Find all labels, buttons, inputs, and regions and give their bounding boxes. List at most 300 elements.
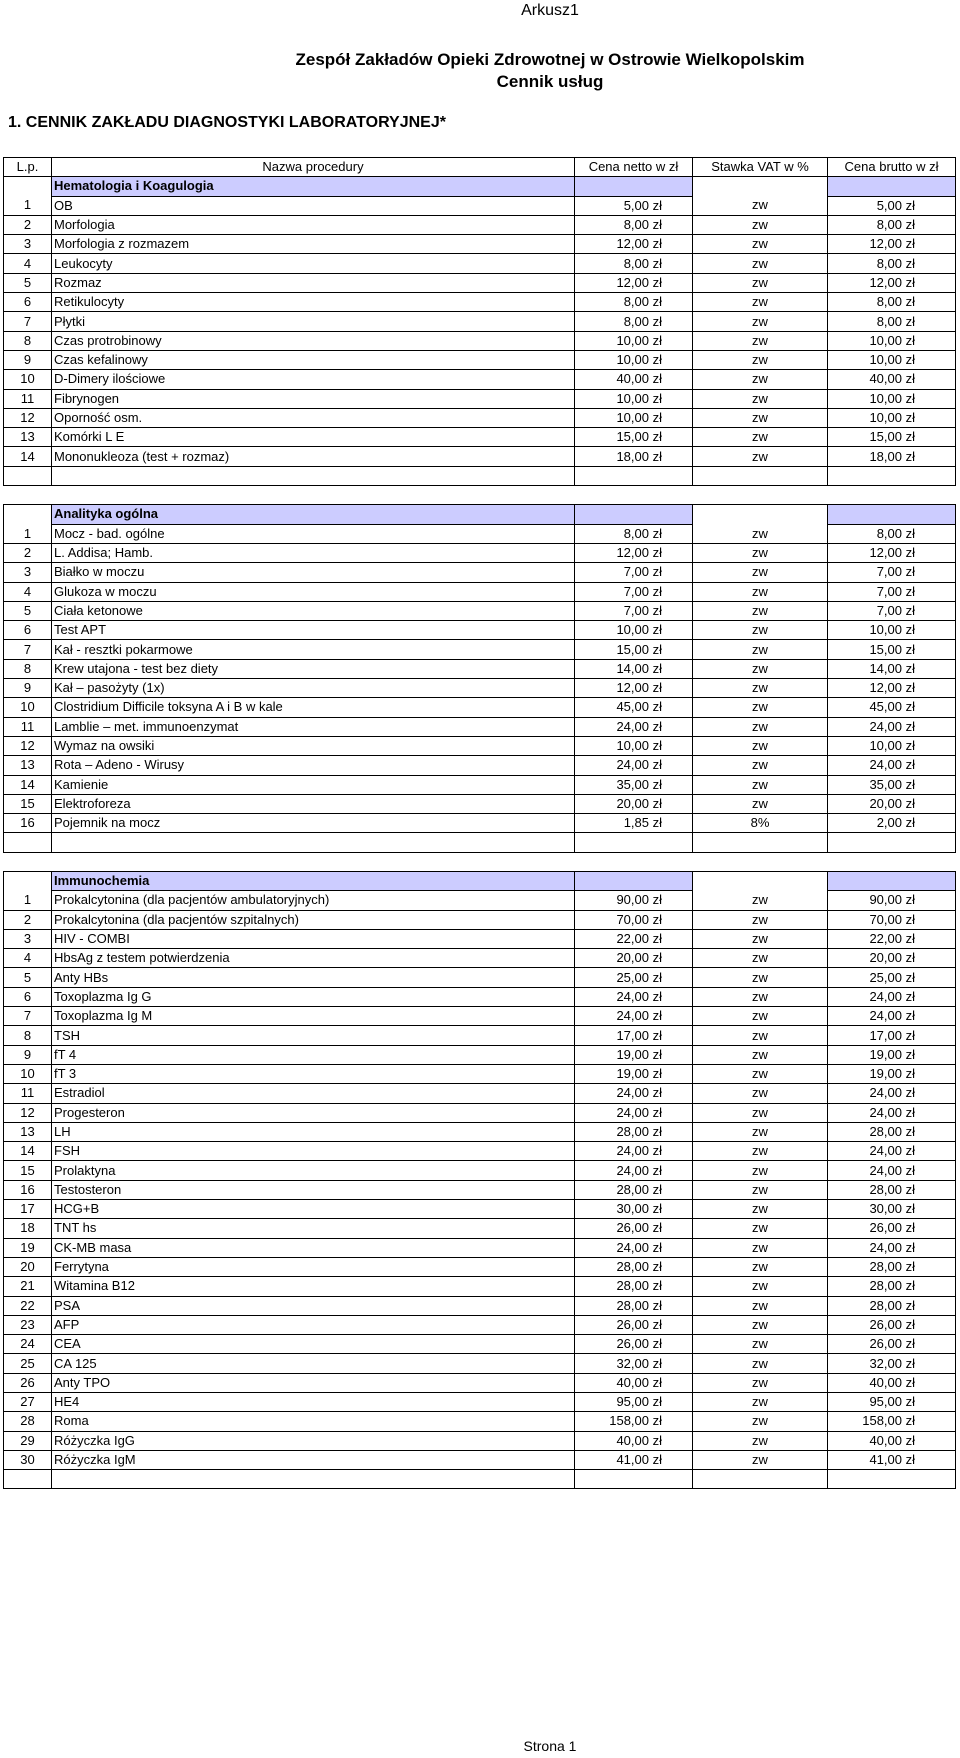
vat-rate: zw xyxy=(693,640,828,659)
net-price: 24,00 zł xyxy=(575,717,693,736)
vat-rate: zw xyxy=(693,389,828,408)
row-number: 26 xyxy=(4,1373,52,1392)
gross-price: 24,00 zł xyxy=(828,1103,956,1122)
gross-price: 40,00 zł xyxy=(828,1373,956,1392)
gross-price: 10,00 zł xyxy=(828,331,956,350)
net-price: 15,00 zł xyxy=(575,640,693,659)
procedure-name: fT 3 xyxy=(52,1064,575,1083)
procedure-name: TNT hs xyxy=(52,1219,575,1238)
procedure-name: AFP xyxy=(52,1315,575,1334)
net-price: 24,00 zł xyxy=(575,1142,693,1161)
procedure-name: Toxoplazma Ig M xyxy=(52,1007,575,1026)
gross-price: 95,00 zł xyxy=(828,1393,956,1412)
row-number: 28 xyxy=(4,1412,52,1431)
gross-price: 24,00 zł xyxy=(828,1142,956,1161)
table-row xyxy=(4,1373,956,1392)
table-row xyxy=(4,1122,956,1141)
table-row xyxy=(4,679,956,698)
table-row xyxy=(4,910,956,929)
row-number: 16 xyxy=(4,814,52,833)
procedure-name: HCG+B xyxy=(52,1200,575,1219)
procedure-name: Kamienie xyxy=(52,775,575,794)
procedure-name: Komórki L E xyxy=(52,428,575,447)
table-row xyxy=(4,987,956,1006)
gross-price: 12,00 zł xyxy=(828,273,956,292)
table-row xyxy=(4,389,956,408)
table-row xyxy=(4,1257,956,1276)
row-number: 25 xyxy=(4,1354,52,1373)
gross-price: 19,00 zł xyxy=(828,1064,956,1083)
row-number: 7 xyxy=(4,1007,52,1026)
procedure-name: Pojemnik na mocz xyxy=(52,814,575,833)
row-number: 24 xyxy=(4,1335,52,1354)
procedure-name: Czas protrobinowy xyxy=(52,331,575,350)
vat-rate: zw xyxy=(693,1296,828,1315)
vat-rate: zw xyxy=(693,1219,828,1238)
section-title: 1. CENNIK ZAKŁADU DIAGNOSTYKI LABORATORYJNEJ* xyxy=(8,114,446,131)
procedure-name: Ciała ketonowe xyxy=(52,601,575,620)
gross-price: 90,00 zł xyxy=(828,891,956,910)
procedure-name: Kał - resztki pokarmowe xyxy=(52,640,575,659)
gross-price: 10,00 zł xyxy=(828,736,956,755)
row-number: 1 xyxy=(4,524,52,543)
net-price: 1,85 zł xyxy=(575,814,693,833)
row-number: 12 xyxy=(4,408,52,427)
vat-rate: zw xyxy=(693,601,828,620)
procedure-name: LH xyxy=(52,1122,575,1141)
table-row xyxy=(4,582,956,601)
table-header xyxy=(4,158,956,177)
net-price: 28,00 zł xyxy=(575,1296,693,1315)
row-number: 3 xyxy=(4,563,52,582)
row-number: 19 xyxy=(4,1238,52,1257)
gross-price: 5,00 zł xyxy=(828,196,956,215)
vat-rate: zw xyxy=(693,408,828,427)
table-row xyxy=(4,1277,956,1296)
row-number: 12 xyxy=(4,736,52,755)
row-number: 4 xyxy=(4,949,52,968)
gross-price: 70,00 zł xyxy=(828,910,956,929)
gross-price: 40,00 zł xyxy=(828,1431,956,1450)
table-row xyxy=(4,659,956,678)
row-number: 14 xyxy=(4,447,52,466)
vat-rate: zw xyxy=(693,1122,828,1141)
gross-price: 28,00 zł xyxy=(828,1257,956,1276)
row-number: 6 xyxy=(4,621,52,640)
net-price: 24,00 zł xyxy=(575,1084,693,1103)
table-row xyxy=(4,1219,956,1238)
table-row xyxy=(4,929,956,948)
gross-price: 18,00 zł xyxy=(828,447,956,466)
gross-price: 22,00 zł xyxy=(828,929,956,948)
vat-rate: zw xyxy=(693,215,828,234)
vat-rate: zw xyxy=(693,543,828,562)
procedure-name: Morfologia z rozmazem xyxy=(52,235,575,254)
gross-price: 28,00 zł xyxy=(828,1296,956,1315)
procedure-name: Morfologia xyxy=(52,215,575,234)
net-price: 41,00 zł xyxy=(575,1450,693,1469)
row-number: 9 xyxy=(4,679,52,698)
vat-rate: zw xyxy=(693,1335,828,1354)
table-row xyxy=(4,370,956,389)
vat-rate: zw xyxy=(693,1373,828,1392)
net-price: 10,00 zł xyxy=(575,408,693,427)
vat-rate: zw xyxy=(693,698,828,717)
vat-rate: zw xyxy=(693,1238,828,1257)
row-number: 3 xyxy=(4,235,52,254)
procedure-name: Elektroforeza xyxy=(52,794,575,813)
net-price: 22,00 zł xyxy=(575,929,693,948)
row-number: 29 xyxy=(4,1431,52,1450)
procedure-name: Mocz - bad. ogólne xyxy=(52,524,575,543)
table-row xyxy=(4,273,956,292)
vat-rate: zw xyxy=(693,910,828,929)
table-row xyxy=(4,408,956,427)
row-number: 1 xyxy=(4,891,52,910)
gross-price: 41,00 zł xyxy=(828,1450,956,1469)
procedure-name: Witamina B12 xyxy=(52,1277,575,1296)
net-price: 28,00 zł xyxy=(575,1122,693,1141)
net-price: 10,00 zł xyxy=(575,621,693,640)
vat-rate: zw xyxy=(693,1026,828,1045)
net-price: 24,00 zł xyxy=(575,1103,693,1122)
table-row xyxy=(4,1103,956,1122)
gross-price: 7,00 zł xyxy=(828,582,956,601)
net-price: 8,00 zł xyxy=(575,312,693,331)
vat-rate: zw xyxy=(693,1200,828,1219)
table-row xyxy=(4,235,956,254)
row-number: 23 xyxy=(4,1315,52,1334)
procedure-name: D-Dimery ilościowe xyxy=(52,370,575,389)
section-title-cell: Hematologia i Koagulogia xyxy=(52,177,575,196)
section-header-cell xyxy=(4,505,52,524)
table-row xyxy=(4,1064,956,1083)
gross-price: 10,00 zł xyxy=(828,389,956,408)
procedure-name: Prokalcytonina (dla pacjentów szpitalnych) xyxy=(52,910,575,929)
net-price: 40,00 zł xyxy=(575,1431,693,1450)
gross-price: 26,00 zł xyxy=(828,1219,956,1238)
row-number: 8 xyxy=(4,659,52,678)
row-number: 30 xyxy=(4,1450,52,1469)
table-row xyxy=(4,1315,956,1334)
procedure-name: Różyczka IgM xyxy=(52,1450,575,1469)
net-price: 24,00 zł xyxy=(575,1161,693,1180)
gross-price: 10,00 zł xyxy=(828,408,956,427)
vat-rate: zw xyxy=(693,1354,828,1373)
procedure-name: CA 125 xyxy=(52,1354,575,1373)
procedure-name: Rota – Adeno - Wirusy xyxy=(52,756,575,775)
vat-rate: zw xyxy=(693,1103,828,1122)
row-number: 2 xyxy=(4,215,52,234)
table-row xyxy=(4,968,956,987)
gross-price: 30,00 zł xyxy=(828,1200,956,1219)
vat-rate: zw xyxy=(693,196,828,215)
net-price: 158,00 zł xyxy=(575,1412,693,1431)
gross-price: 24,00 zł xyxy=(828,756,956,775)
row-number: 14 xyxy=(4,1142,52,1161)
net-price: 8,00 zł xyxy=(575,254,693,273)
vat-rate: zw xyxy=(693,621,828,640)
section-header-cell xyxy=(4,871,52,890)
procedure-name: HbsAg z testem potwierdzenia xyxy=(52,949,575,968)
table-row xyxy=(4,621,956,640)
table-row xyxy=(4,1200,956,1219)
table-row xyxy=(4,1412,956,1431)
row-number: 15 xyxy=(4,794,52,813)
row-number: 11 xyxy=(4,1084,52,1103)
gross-price: 19,00 zł xyxy=(828,1045,956,1064)
gross-price: 8,00 zł xyxy=(828,215,956,234)
table-row xyxy=(4,756,956,775)
header-brutto: Cena brutto w zł xyxy=(828,158,956,177)
row-number: 13 xyxy=(4,756,52,775)
vat-rate: zw xyxy=(693,563,828,582)
procedure-name: CEA xyxy=(52,1335,575,1354)
net-price: 24,00 zł xyxy=(575,987,693,1006)
row-number: 10 xyxy=(4,698,52,717)
vat-rate: zw xyxy=(693,1007,828,1026)
procedure-name: Estradiol xyxy=(52,1084,575,1103)
header-name: Nazwa procedury xyxy=(52,158,575,177)
procedure-name: Retikulocyty xyxy=(52,293,575,312)
gross-price: 2,00 zł xyxy=(828,814,956,833)
net-price: 14,00 zł xyxy=(575,659,693,678)
net-price: 12,00 zł xyxy=(575,235,693,254)
gross-price: 12,00 zł xyxy=(828,543,956,562)
gross-price: 7,00 zł xyxy=(828,563,956,582)
procedure-name: Anty TPO xyxy=(52,1373,575,1392)
table-row xyxy=(4,1026,956,1045)
gross-price: 26,00 zł xyxy=(828,1315,956,1334)
row-number: 14 xyxy=(4,775,52,794)
row-number: 2 xyxy=(4,910,52,929)
row-number: 4 xyxy=(4,582,52,601)
net-price: 70,00 zł xyxy=(575,910,693,929)
vat-rate: zw xyxy=(693,370,828,389)
row-number: 13 xyxy=(4,1122,52,1141)
procedure-name: Prolaktyna xyxy=(52,1161,575,1180)
table-row xyxy=(4,331,956,350)
net-price: 40,00 zł xyxy=(575,370,693,389)
vat-rate: zw xyxy=(693,582,828,601)
gross-price: 7,00 zł xyxy=(828,601,956,620)
procedure-name: Płytki xyxy=(52,312,575,331)
procedure-name: Wymaz na owsiki xyxy=(52,736,575,755)
procedure-name: Leukocyty xyxy=(52,254,575,273)
row-number: 13 xyxy=(4,428,52,447)
net-price: 5,00 zł xyxy=(575,196,693,215)
section-header-cell xyxy=(575,871,693,890)
procedure-name: TSH xyxy=(52,1026,575,1045)
table-row xyxy=(4,1084,956,1103)
net-price: 26,00 zł xyxy=(575,1315,693,1334)
vat-rate: zw xyxy=(693,293,828,312)
vat-rate: zw xyxy=(693,235,828,254)
net-price: 45,00 zł xyxy=(575,698,693,717)
table-row xyxy=(4,524,956,543)
table-row xyxy=(4,891,956,910)
row-number: 5 xyxy=(4,601,52,620)
procedure-name: Różyczka IgG xyxy=(52,1431,575,1450)
table-row xyxy=(4,1450,956,1469)
table-row xyxy=(4,293,956,312)
vat-rate: zw xyxy=(693,891,828,910)
vat-rate: zw xyxy=(693,1257,828,1276)
net-price: 10,00 zł xyxy=(575,350,693,369)
section-header-cell xyxy=(828,505,956,524)
row-number: 11 xyxy=(4,717,52,736)
row-number: 10 xyxy=(4,370,52,389)
row-number: 18 xyxy=(4,1219,52,1238)
net-price: 32,00 zł xyxy=(575,1354,693,1373)
procedure-name: Clostridium Difficile toksyna A i B w kale xyxy=(52,698,575,717)
vat-rate: zw xyxy=(693,1142,828,1161)
row-number: 5 xyxy=(4,968,52,987)
procedure-name: Białko w moczu xyxy=(52,563,575,582)
empty-row xyxy=(4,1470,956,1489)
gross-price: 20,00 zł xyxy=(828,794,956,813)
procedure-name: Progesteron xyxy=(52,1103,575,1122)
table-row xyxy=(4,196,956,215)
gross-price: 24,00 zł xyxy=(828,1238,956,1257)
net-price: 35,00 zł xyxy=(575,775,693,794)
procedure-name: HE4 xyxy=(52,1393,575,1412)
table-row xyxy=(4,794,956,813)
gross-price: 8,00 zł xyxy=(828,293,956,312)
table-row xyxy=(4,563,956,582)
net-price: 25,00 zł xyxy=(575,968,693,987)
net-price: 17,00 zł xyxy=(575,1026,693,1045)
procedure-name: Test APT xyxy=(52,621,575,640)
net-price: 7,00 zł xyxy=(575,601,693,620)
vat-rate: zw xyxy=(693,447,828,466)
vat-rate: zw xyxy=(693,1431,828,1450)
table-row xyxy=(4,312,956,331)
section-header-cell xyxy=(693,871,828,890)
header-vat: Stawka VAT w % xyxy=(693,158,828,177)
net-price: 28,00 zł xyxy=(575,1277,693,1296)
procedure-name: Czas kefalinowy xyxy=(52,350,575,369)
procedure-name: CK-MB masa xyxy=(52,1238,575,1257)
empty-row xyxy=(4,466,956,485)
row-number: 9 xyxy=(4,1045,52,1064)
gross-price: 8,00 zł xyxy=(828,524,956,543)
table-row xyxy=(4,543,956,562)
gross-price: 40,00 zł xyxy=(828,370,956,389)
vat-rate: zw xyxy=(693,1084,828,1103)
section-spacer xyxy=(4,852,956,871)
section-header-cell xyxy=(693,505,828,524)
section-header xyxy=(4,871,956,890)
procedure-name: Fibrynogen xyxy=(52,389,575,408)
table-row xyxy=(4,428,956,447)
row-number: 22 xyxy=(4,1296,52,1315)
vat-rate: zw xyxy=(693,717,828,736)
net-price: 26,00 zł xyxy=(575,1219,693,1238)
vat-rate: zw xyxy=(693,756,828,775)
vat-rate: zw xyxy=(693,736,828,755)
table-row xyxy=(4,254,956,273)
vat-rate: zw xyxy=(693,968,828,987)
section-header-cell xyxy=(4,177,52,196)
gross-price: 32,00 zł xyxy=(828,1354,956,1373)
net-price: 8,00 zł xyxy=(575,215,693,234)
section-header xyxy=(4,505,956,524)
row-number: 11 xyxy=(4,389,52,408)
table-row xyxy=(4,717,956,736)
net-price: 24,00 zł xyxy=(575,1238,693,1257)
gross-price: 8,00 zł xyxy=(828,312,956,331)
table-row xyxy=(4,775,956,794)
table-row xyxy=(4,1354,956,1373)
gross-price: 24,00 zł xyxy=(828,1007,956,1026)
vat-rate: zw xyxy=(693,794,828,813)
table-row xyxy=(4,814,956,833)
section-header xyxy=(4,177,956,196)
table-row xyxy=(4,350,956,369)
table-row xyxy=(4,1393,956,1412)
procedure-name: OB xyxy=(52,196,575,215)
net-price: 40,00 zł xyxy=(575,1373,693,1392)
table-row xyxy=(4,698,956,717)
procedure-name: Kał – pasożyty (1x) xyxy=(52,679,575,698)
procedure-name: L. Addisa; Hamb. xyxy=(52,543,575,562)
net-price: 26,00 zł xyxy=(575,1335,693,1354)
net-price: 8,00 zł xyxy=(575,293,693,312)
row-number: 17 xyxy=(4,1200,52,1219)
gross-price: 24,00 zł xyxy=(828,1084,956,1103)
vat-rate: zw xyxy=(693,254,828,273)
header-lp: L.p. xyxy=(4,158,52,177)
net-price: 28,00 zł xyxy=(575,1180,693,1199)
gross-price: 8,00 zł xyxy=(828,254,956,273)
row-number: 10 xyxy=(4,1064,52,1083)
net-price: 24,00 zł xyxy=(575,756,693,775)
table-row xyxy=(4,1161,956,1180)
section-spacer xyxy=(4,486,956,505)
gross-price: 45,00 zł xyxy=(828,698,956,717)
sheet-name: Arkusz1 xyxy=(521,2,579,19)
net-price: 20,00 zł xyxy=(575,949,693,968)
vat-rate: zw xyxy=(693,1064,828,1083)
net-price: 90,00 zł xyxy=(575,891,693,910)
procedure-name: Anty HBs xyxy=(52,968,575,987)
procedure-name: Lamblie – met. immunoenzymat xyxy=(52,717,575,736)
row-number: 7 xyxy=(4,640,52,659)
gross-price: 28,00 zł xyxy=(828,1180,956,1199)
procedure-name: HIV - COMBI xyxy=(52,929,575,948)
procedure-name: fT 4 xyxy=(52,1045,575,1064)
procedure-name: Roma xyxy=(52,1412,575,1431)
vat-rate: zw xyxy=(693,273,828,292)
procedure-name: Toxoplazma Ig G xyxy=(52,987,575,1006)
procedure-name: PSA xyxy=(52,1296,575,1315)
gross-price: 35,00 zł xyxy=(828,775,956,794)
section-title-cell: Analityka ogólna xyxy=(52,505,575,524)
gross-price: 158,00 zł xyxy=(828,1412,956,1431)
table-row xyxy=(4,1142,956,1161)
vat-rate: zw xyxy=(693,331,828,350)
vat-rate: zw xyxy=(693,1412,828,1431)
row-number: 15 xyxy=(4,1161,52,1180)
table-row xyxy=(4,601,956,620)
gross-price: 10,00 zł xyxy=(828,350,956,369)
procedure-name: Testosteron xyxy=(52,1180,575,1199)
vat-rate: zw xyxy=(693,775,828,794)
procedure-name: Prokalcytonina (dla pacjentów ambulatoryjnych) xyxy=(52,891,575,910)
row-number: 1 xyxy=(4,196,52,215)
table-row xyxy=(4,949,956,968)
